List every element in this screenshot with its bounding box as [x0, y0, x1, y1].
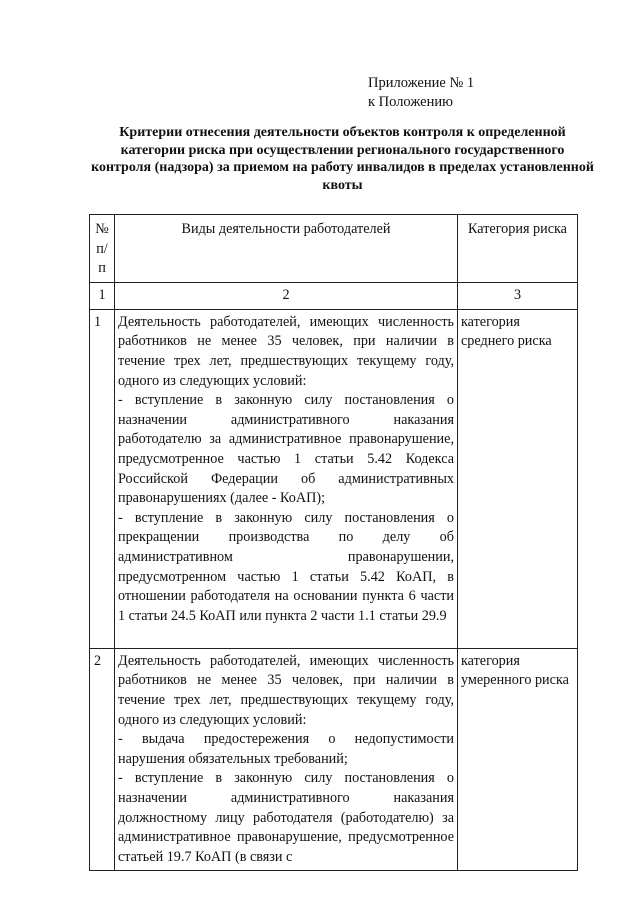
- activity-description: Деятельность работодателей, имеющих численность работников не менее 35 человек, при наличии в течение трех лет, предшествующих текущему году, одного из следующих условий: - вступление в законную силу постановления о назначении административного наказания работодателю за административное правонарушение, предусмотренное частью 1 статьи 5.42 Кодекса Российской Федерации об административных правонарушениях (далее - КоАП); - вступление в законную силу постановления о прекращении производства по делу об административном правонарушении, предусмотренном частью 1 статьи 5.42 КоАП, в отношении работодателя на основании пункта 6 части 1 статьи 24.5 КоАП или пункта 2 части 1.1 статьи 29.9: [115, 309, 458, 648]
- column-number-row: [90, 282, 578, 309]
- header-risk-category: Категория риска: [458, 215, 578, 283]
- risk-category: категория среднего риска: [458, 309, 578, 648]
- table-header-row: [90, 215, 578, 283]
- risk-category: категория умеренного риска: [458, 648, 578, 871]
- header-activity: Виды деятельности работодателей: [115, 215, 458, 283]
- column-number: 1: [90, 282, 115, 309]
- table-row: [90, 648, 578, 871]
- activity-description: Деятельность работодателей, имеющих численность работников не менее 35 человек, при наличии в течение трех лет, предшествующих текущему году, одного из следующих условий: - выдача предостережения о недопустимости нарушения обязательных требований; - вступление в законную силу постановления о назначении административного наказания должностному лицу работодателя (работодателю) за административное правонарушение, предусмотренное статьей 19.7 КоАП (в связи с: [115, 648, 458, 871]
- column-number: 3: [458, 282, 578, 309]
- appendix-reference: к Положению: [368, 94, 453, 110]
- header-number: № п/п: [90, 215, 115, 283]
- appendix-number: Приложение № 1: [368, 75, 475, 91]
- row-number: 2: [90, 648, 115, 871]
- appendix-block: [368, 74, 474, 112]
- row-number: 1: [90, 309, 115, 648]
- risk-criteria-table: [89, 214, 578, 871]
- document-title: Критерии отнесения деятельности объектов контроля к определенной категории риска при осуществлении регионального государственного контроля (надзора) за приемом на работу инвалидов в пределах установленной квоты: [91, 125, 594, 193]
- column-number: 2: [115, 282, 458, 309]
- table-row: [90, 309, 578, 648]
